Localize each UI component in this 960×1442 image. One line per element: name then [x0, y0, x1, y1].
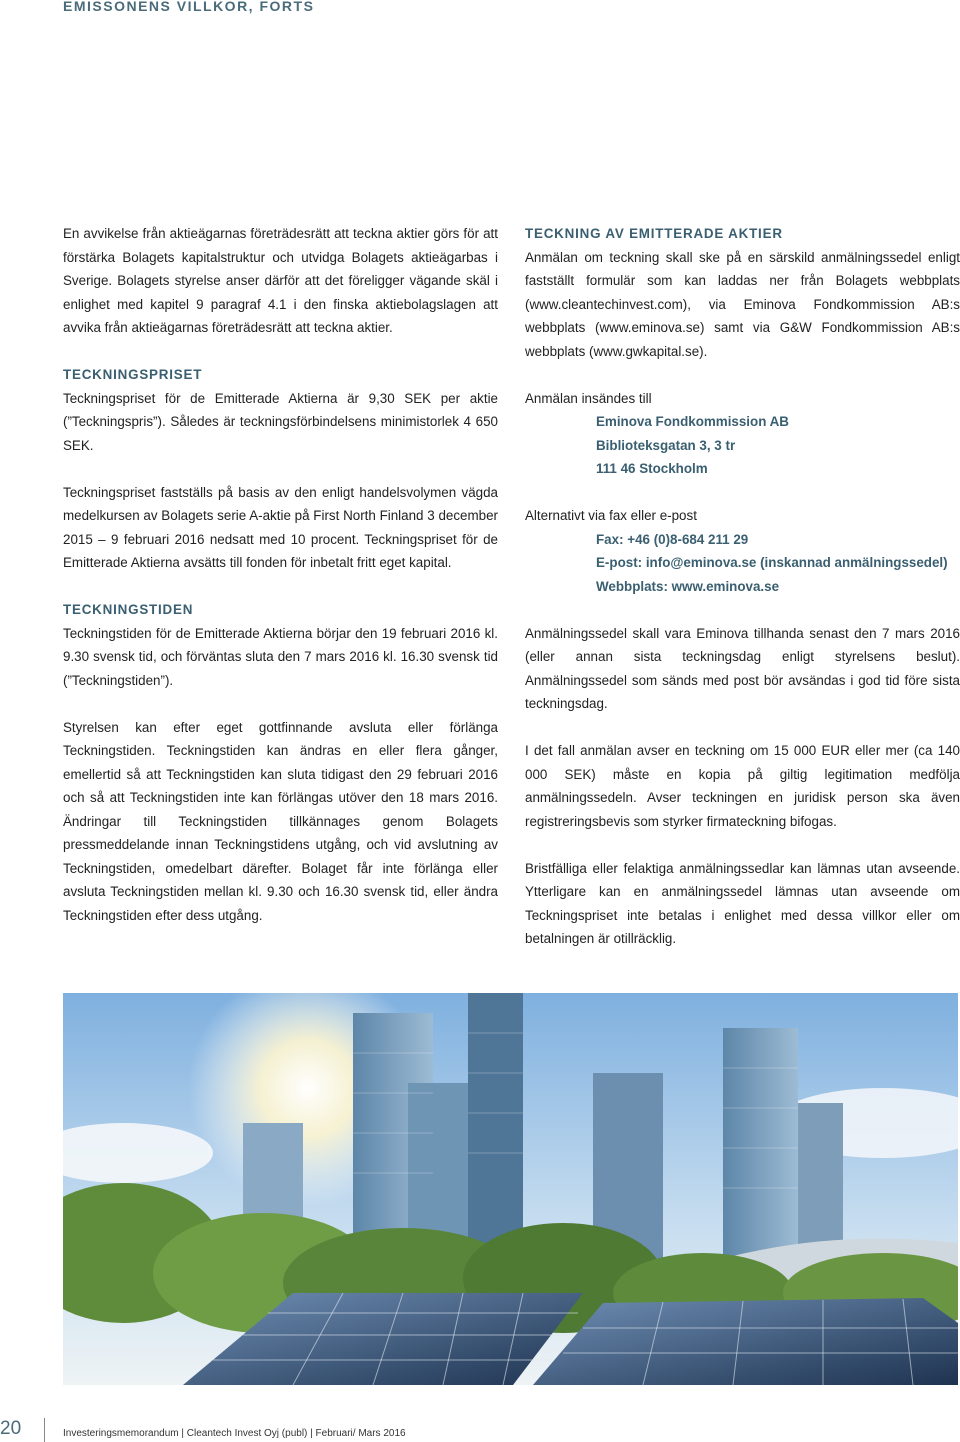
email-address[interactable]: E-post: info@eminova.se (inskannad anmälningssedel) — [596, 555, 948, 570]
page-number: 20 — [0, 1418, 22, 1439]
extension-paragraph: Styrelsen kan efter eget gottfinnande avsluta eller förlänga Teckningstiden. Teckningstiden kan ändras en eller flera gånger, emellertid så att Teckningstiden kan sluta tidigast den 29 februari 2016 och så att Teckningstiden inte kan förlängas utöver den 18 mars 2016. Ändringar till Teckningstiden tillkännages genom Bolagets pressmeddelande innan Teckningstidens utgång, och vid avslutning av Teckningstiden, omedelbart därefter. Bolaget får inte förlänga eller avsluta Teckningstiden mellan kl. 9.30 och 16.30 svensk tid, eller ändra Teckningstiden efter dess utgång. — [63, 719, 498, 923]
address-street: Biblioteksgatan 3, 3 tr — [596, 437, 736, 453]
right-column — [525, 222, 960, 951]
address-city: 111 46 Stockholm — [596, 461, 708, 476]
pricing-basis-paragraph: Teckningspriset fastställs på basis av den enligt handelsvolymen vägda medelkursen av Bolagets serie A-aktie på First North Finland 3 december 2015 – 9 februari 2016 nedsatt med 10 procent. Teckningspriset för de Emitterade Aktierna avsätts till fonden för inbetalt fritt eget kapital. — [63, 484, 498, 570]
solar-city-photo — [63, 993, 958, 1385]
intro-paragraph: En avvikelse från aktieägarnas företrädesrätt att teckna aktier görs för att förstärka Bolagets kapitalstruktur och utvidga Bolagets aktieägarbas i Sverige. Bolagets styrelse anser därför att det föreligger vägande skäl i enlighet med kapitel 9 paragraf 4.1 i den finska aktiebolagslagen att avvika från aktieägarnas företrädesrätt att teckna aktier. — [63, 226, 498, 335]
deadline-paragraph: Anmälningssedel skall vara Eminova tillhanda senast den 7 mars 2016 (eller annan sista teckningsdag enligt styrelsens beslut). Anmälningssedel som sänds med post bör avsändas i god tid före sista teckningsdag. — [525, 625, 960, 711]
teckningstid-paragraph: Teckningstiden för de Emitterade Aktierna börjar den 19 februari 2016 kl. 9.30 svensk tid, och förväntas sluta den 7 mars 2016 kl. 16.30 svensk tid (”Teckningstiden”). — [63, 625, 498, 688]
address-name: Eminova Fondkommission AB — [596, 414, 789, 429]
teckningspris-paragraph: Teckningspriset för de Emitterade Aktierna är 9,30 SEK per aktie (”Teckningspris”). Således är teckningsförbindelsens minimistorlek 4 650 SEK. — [63, 390, 498, 453]
section-header: EMISSONENS VILLKOR, FORTS — [63, 0, 315, 14]
heading-teckning: TECKNING AV EMITTERADE AKTIER — [525, 226, 783, 241]
send-to-label: Anmälan insändes till — [525, 390, 652, 406]
heading-teckningstiden: TECKNINGSTIDEN — [63, 602, 194, 617]
footer-divider — [44, 1418, 45, 1442]
left-column — [63, 222, 498, 927]
invalid-forms-paragraph: Bristfälliga eller felaktiga anmälningssedlar kan lämnas utan avseende. Ytterligare kan en anmälningssedel lämnas utan avseende om Teckningspriset inte betalas i enlighet med dessa villkor eller om betalningen är otillräcklig. — [525, 860, 960, 946]
alternative-label: Alternativt via fax eller e-post — [525, 508, 697, 523]
website-link[interactable]: Webbplats: www.eminova.se — [596, 578, 780, 594]
heading-teckningspriset: TECKNINGSPRISET — [63, 367, 203, 382]
footer-text: Investeringsmemorandum | Cleantech Invest Oyj (publ) | Februari/ Mars 2016 — [63, 1428, 406, 1439]
application-paragraph: Anmälan om teckning skall ske på en särskild anmälningssedel enligt fastställt formulär som kan laddas ner från Bolagets webbplats (www.cleantechinvest.com), via Eminova Fondkommission AB:s webbplats (www.eminova.se) samt via G&W Fondkommission AB:s webbplats (www.gwkapital.se). — [525, 249, 960, 359]
fax-number: Fax: +46 (0)8-684 211 29 — [596, 531, 749, 547]
identification-paragraph: I det fall anmälan avser en teckning om 15 000 EUR eller mer (ca 140 000 SEK) måste en kopia på giltig legitimation medfölja anmälningssedeln. Avser teckningen en juridisk person ska även registreringsbevis som styrker firmateckning bifogas. — [525, 743, 960, 829]
